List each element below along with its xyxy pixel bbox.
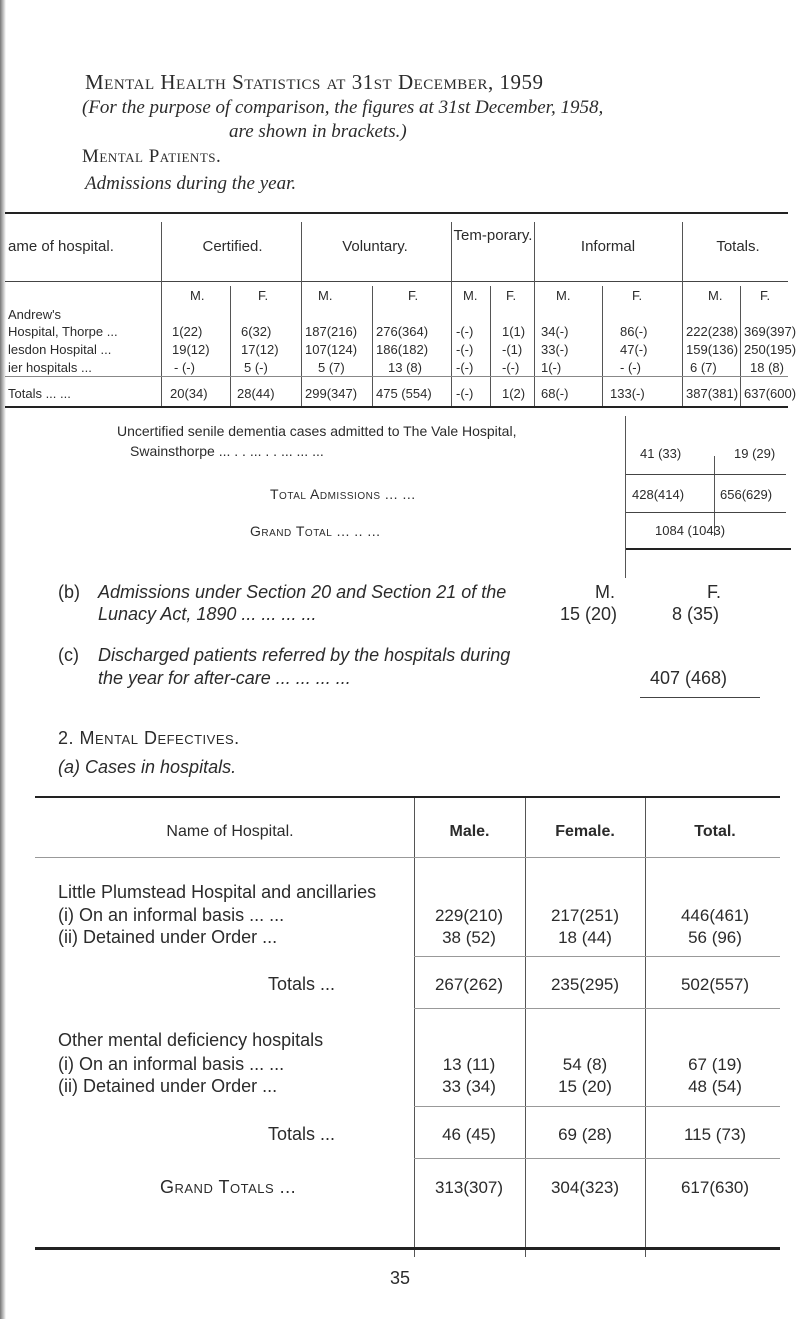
- vrule: [740, 286, 741, 407]
- row-name: Hospital, Thorpe ...: [8, 324, 118, 339]
- cell: -(1): [502, 342, 523, 357]
- section-heading-mental-defectives: 2. Mental Defectives.: [58, 728, 240, 748]
- subheading-cases-in-hospitals: (a) Cases in hospitals.: [58, 757, 237, 777]
- cell: 133(-): [610, 386, 645, 401]
- item-b-line2: Lunacy Act, 1890 ... ... ... ...: [98, 604, 317, 624]
- cell: 28(44): [237, 386, 275, 401]
- page-title: Mental Health Statistics at 31st December, 1959: [85, 70, 544, 94]
- cell: 299(347): [305, 386, 358, 401]
- vrule: [625, 416, 626, 578]
- cell: 159(136): [686, 342, 739, 357]
- rule: [414, 1158, 780, 1159]
- cell: 229(210): [434, 906, 504, 925]
- cell: -(-): [502, 360, 520, 375]
- table1-totals-rule: [5, 376, 788, 377]
- cell: 33 (34): [442, 1077, 496, 1096]
- cell: 15 (20): [558, 1077, 612, 1096]
- comparison-note-line1: (For the purpose of comparison, the figures at 31st December, 1958,: [82, 97, 604, 118]
- sex-f: F.: [632, 288, 643, 303]
- row-name: ier hospitals ...: [8, 360, 92, 375]
- sex-m: M.: [556, 288, 571, 303]
- vrule: [372, 286, 373, 407]
- rule: [626, 512, 786, 513]
- total-admissions-female: 656(629): [720, 487, 773, 502]
- sex-m: M.: [708, 288, 723, 303]
- cell: 56 (96): [688, 928, 742, 947]
- cell: 186(182): [376, 342, 429, 357]
- cell: 18 (44): [558, 928, 612, 947]
- cell: - (-): [620, 360, 641, 375]
- vrule: [534, 222, 535, 407]
- cell: 67 (19): [688, 1055, 742, 1074]
- grand-totals-label: Grand Totals ...: [160, 1177, 297, 1197]
- cell: -(-): [456, 342, 474, 357]
- cell: 68(-): [541, 386, 569, 401]
- item-b-m-label: M.: [595, 582, 615, 602]
- table2-top-rule: [35, 796, 780, 798]
- vrule: [490, 286, 491, 407]
- item-c-line1: Discharged patients referred by the hospitals during: [98, 645, 511, 665]
- sex-m: M.: [190, 288, 205, 303]
- row-name: Andrew's: [8, 307, 62, 322]
- uncertified-female: 19 (29): [734, 446, 776, 461]
- cell: 18 (8): [750, 360, 784, 375]
- cell: 446(461): [680, 906, 750, 925]
- cell: 13 (8): [388, 360, 422, 375]
- uncertified-line2: Swainsthorpe ... . . ... . . ... ... ...: [130, 443, 324, 459]
- cell: 19(12): [172, 342, 210, 357]
- header-name-of-hospital: Name of Hospital.: [166, 823, 294, 840]
- group1-title: Little Plumstead Hospital and ancillaries: [58, 882, 377, 902]
- vrule: [602, 286, 603, 407]
- group1-row-detained-label: (ii) Detained under Order ...: [58, 927, 278, 947]
- header-informal: Informal: [580, 238, 636, 255]
- item-c-marker: (c): [58, 645, 79, 665]
- rule: [414, 1008, 780, 1009]
- cell: 387(381): [686, 386, 739, 401]
- cell: 6 (7): [690, 360, 717, 375]
- cell: 5 (7): [318, 360, 345, 375]
- total-admissions-male: 428(414): [632, 487, 685, 502]
- sex-f: F.: [760, 288, 771, 303]
- cell: 86(-): [620, 324, 648, 339]
- cell: 1(-): [541, 360, 562, 375]
- vrule: [682, 222, 683, 407]
- cell: 115 (73): [683, 1125, 747, 1144]
- item-b-line1: Admissions under Section 20 and Section 21 of the: [98, 582, 507, 602]
- cell: 1(2): [502, 386, 526, 401]
- section-heading-mental-patients: Mental Patients.: [82, 146, 222, 167]
- cell: -(-): [456, 386, 474, 401]
- header-total: Total.: [694, 823, 736, 840]
- cell: 1(22): [172, 324, 203, 339]
- total-admissions-label: Total Admissions ... ...: [270, 486, 416, 502]
- vrule: [451, 222, 452, 407]
- item-b-marker: (b): [58, 582, 80, 602]
- table1-bottom-rule: [5, 406, 788, 408]
- rule: [414, 956, 780, 957]
- rule: [626, 474, 786, 475]
- item-c-value: 407 (468): [650, 668, 728, 688]
- item-b-male: 15 (20): [560, 604, 618, 624]
- cell: 267(262): [434, 975, 504, 994]
- table2-bottom-rule: [35, 1247, 780, 1250]
- uncertified-line1: Uncertified senile dementia cases admitted to The Vale Hospital,: [117, 423, 517, 439]
- group2-row-detained-label: (ii) Detained under Order ...: [58, 1076, 278, 1096]
- vrule: [301, 222, 302, 407]
- group2-totals-label: Totals ...: [268, 1124, 336, 1144]
- cell: 313(307): [434, 1178, 504, 1197]
- header-certified: Certified.: [202, 238, 263, 255]
- header-female: Female.: [555, 823, 615, 840]
- header-male: Male.: [449, 823, 490, 840]
- cell: 54 (8): [562, 1055, 608, 1074]
- cell: 235(295): [550, 975, 620, 994]
- sex-f: F.: [258, 288, 269, 303]
- cell: - (-): [174, 360, 195, 375]
- group1-row-informal-label: (i) On an informal basis ... ...: [58, 905, 285, 925]
- sex-m: M.: [318, 288, 333, 303]
- item-b-f-label: F.: [707, 582, 722, 602]
- subheading-admissions: Admissions during the year.: [85, 173, 297, 194]
- cell: 20(34): [170, 386, 208, 401]
- cell: 47(-): [620, 342, 648, 357]
- cell: 250(195): [744, 342, 797, 357]
- group1-totals-label: Totals ...: [268, 974, 336, 994]
- sex-f: F.: [408, 288, 419, 303]
- header-totals: Totals.: [716, 238, 760, 255]
- rule: [640, 697, 760, 698]
- comparison-note-line2: are shown in brackets.): [229, 121, 407, 142]
- page-number: 35: [389, 1268, 411, 1288]
- cell: 222(238): [686, 324, 739, 339]
- cell: 107(124): [305, 342, 358, 357]
- table1-header-rule: [5, 281, 788, 282]
- cell: 276(364): [376, 324, 429, 339]
- cell: 17(12): [241, 342, 279, 357]
- cell: 46 (45): [442, 1125, 496, 1144]
- group2-title: Other mental deficiency hospitals: [58, 1030, 324, 1050]
- totals-label: Totals ... ...: [8, 386, 71, 401]
- cell: -(-): [456, 360, 474, 375]
- cell: 48 (54): [688, 1077, 742, 1096]
- cell: 33(-): [541, 342, 569, 357]
- cell: 502(557): [680, 975, 750, 994]
- rule: [626, 548, 791, 550]
- grand-total-value: 1084 (1043): [655, 523, 726, 538]
- binding-edge: [0, 0, 6, 1319]
- cell: 5 (-): [244, 360, 268, 375]
- uncertified-male: 41 (33): [640, 446, 682, 461]
- cell: 13 (11): [442, 1055, 496, 1074]
- header-temporary: Tem-porary.: [453, 227, 533, 244]
- header-name-of-hospital: ame of hospital.: [8, 238, 114, 255]
- cell: 6(32): [241, 324, 272, 339]
- cell: 369(397): [744, 324, 797, 339]
- cell: 475 (554): [376, 386, 432, 401]
- cell: -(-): [456, 324, 474, 339]
- cell: 38 (52): [442, 928, 496, 947]
- table2-header-rule: [35, 857, 780, 858]
- cell: 304(323): [550, 1178, 620, 1197]
- vrule: [161, 222, 162, 407]
- cell: 187(216): [305, 324, 358, 339]
- cell: 1(1): [502, 324, 526, 339]
- rule: [414, 1106, 780, 1107]
- sex-f: F.: [506, 288, 517, 303]
- table1-top-rule: [5, 212, 788, 214]
- item-b-female: 8 (35): [672, 604, 720, 624]
- cell: 217(251): [550, 906, 620, 925]
- cell: 69 (28): [558, 1125, 612, 1144]
- item-c-line2: the year for after-care ... ... ... ...: [98, 668, 351, 688]
- cell: 617(630): [680, 1178, 750, 1197]
- vrule: [230, 286, 231, 407]
- header-voluntary: Voluntary.: [342, 238, 408, 255]
- cell: 34(-): [541, 324, 569, 339]
- sex-m: M.: [463, 288, 478, 303]
- grand-total-label: Grand Total ... .. ...: [250, 523, 381, 539]
- group2-row-informal-label: (i) On an informal basis ... ...: [58, 1054, 285, 1074]
- cell: 637(600): [744, 386, 797, 401]
- row-name: lesdon Hospital ...: [8, 342, 112, 357]
